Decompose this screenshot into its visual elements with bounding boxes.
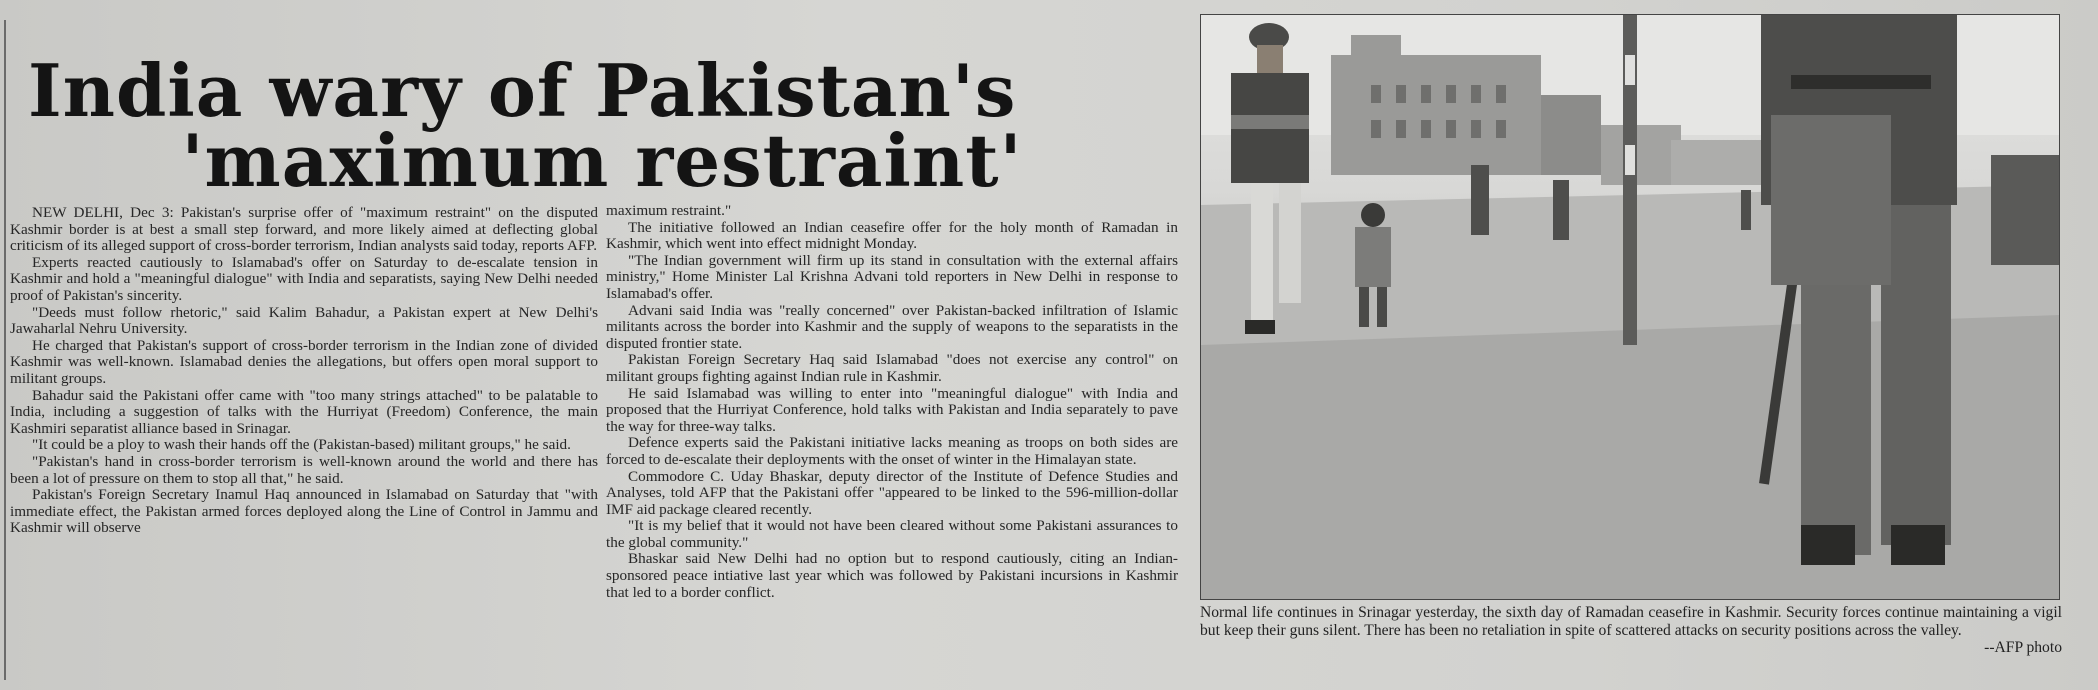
paragraph: Advani said India was "really concerned" over Pakistan-backed infiltration of Islamic militants across the border into Kashmir and the supply of weapons to the separatists in the disputed frontier state. — [606, 301, 1178, 352]
paragraph: Experts reacted cautiously to Islamabad's offer on Saturday to de-escalate tension in Kashmir and hold a "meaningful dialogue" with India and separatists, saying New Delhi needed proof of Pakistan's sincerity. — [10, 253, 598, 304]
paragraph: Pakistan's Foreign Secretary Inamul Haq announced in Islamabad on Saturday that "with immediate effect, the Pakistan armed forces deployed along the Line of Control in Jammu and Kashmir will observe — [10, 486, 598, 537]
photo-caption — [1200, 604, 2062, 657]
street-scene-illustration — [1201, 15, 2059, 599]
paragraph: "It could be a ploy to wash their hands off the (Pakistan-based) militant groups," he said. — [32, 436, 571, 454]
headline — [22, 48, 1182, 204]
photo-credit: --AFP photo — [1984, 639, 2062, 657]
caption-text: Normal life continues in Srinagar yesterday, the sixth day of Ramadan ceasefire in Kashmir. Security forces continue maintaining a vigil but keep their guns silent. There has been no retaliation in spite of scattered attacks on security positions across the valley. — [1200, 604, 2062, 639]
paragraph: Defence experts said the Pakistani initiative lacks meaning as troops on both sides are forced to de-escalate their deployments with the onset of winter in the Himalayan state. — [606, 434, 1178, 468]
paragraph: NEW DELHI, Dec 3: Pakistan's surprise offer of "maximum restraint" on the disputed Kashmir border is at best a small step forward, and more likely aimed at deflecting global criticism of its alleged support of cross-border terrorism, Indian analysts said today, reports AFP. — [10, 204, 598, 255]
paragraph-continuation: maximum restraint." — [606, 202, 732, 219]
paragraph: Bahadur said the Pakistani offer came with "too many strings attached" to be palatable to India, including a suggestion of talks with the Hurriyat (Freedom) Conference, the main Kashmiri separatist alliance based in Srinagar. — [10, 386, 598, 437]
column-rule — [4, 20, 6, 680]
news-photo — [1200, 14, 2060, 600]
paragraph: "It is my belief that it would not have been cleared without some Pakistani assurances to the global community." — [606, 517, 1178, 551]
paragraph: Commodore C. Uday Bhaskar, deputy director of the Institute of Defence Studies and Analyses, told AFP that the Pakistani offer "appeared to be linked to the 596-million-dollar IMF aid package cleared recently. — [606, 467, 1178, 518]
paragraph: Pakistan Foreign Secretary Haq said Islamabad "does not exercise any control" on militant groups fighting against Indian rule in Kashmir. — [606, 351, 1178, 385]
headline-line-1: India wary of Pakistan's — [28, 48, 1017, 134]
headline-line-2: 'maximum restraint' — [181, 118, 1023, 204]
paragraph: He charged that Pakistan's support of cross-border terrorism in the Indian zone of divided Kashmir was well-known. Islamabad denies the allegations, but offers open moral support to militant groups. — [10, 336, 598, 387]
article-column-2 — [606, 203, 1178, 601]
paragraph: "The Indian government will firm up its stand in consultation with the external affairs ministry," Home Minister Lal Krishna Advani told reporters in New Delhi in response to Islamabad's offer. — [606, 251, 1178, 302]
paragraph: "Pakistan's hand in cross-border terrorism is well-known around the world and there has been a lot of pressure on them to stop all that," he said. — [10, 452, 598, 487]
paragraph: "Deeds must follow rhetoric," said Kalim Bahadur, a Pakistan expert at New Delhi's Jawaharlal Nehru University. — [10, 303, 598, 338]
paragraph: Bhaskar said New Delhi had no option but to respond cautiously, citing an Indian-sponsored peace intiative last year which was followed by Pakistani incursions in Kashmir that led to a border conflict. — [606, 550, 1178, 601]
article-column-1 — [10, 205, 598, 537]
paragraph: He said Islamabad was willing to enter into "meaningful dialogue" with India and proposed that the Hurriyat Conference, hold talks with Pakistan and India separately to pave the way for three-way talks. — [606, 384, 1178, 435]
paragraph: The initiative followed an Indian ceasefire offer for the holy month of Ramadan in Kashmir, which went into effect midnight Monday. — [606, 218, 1178, 253]
